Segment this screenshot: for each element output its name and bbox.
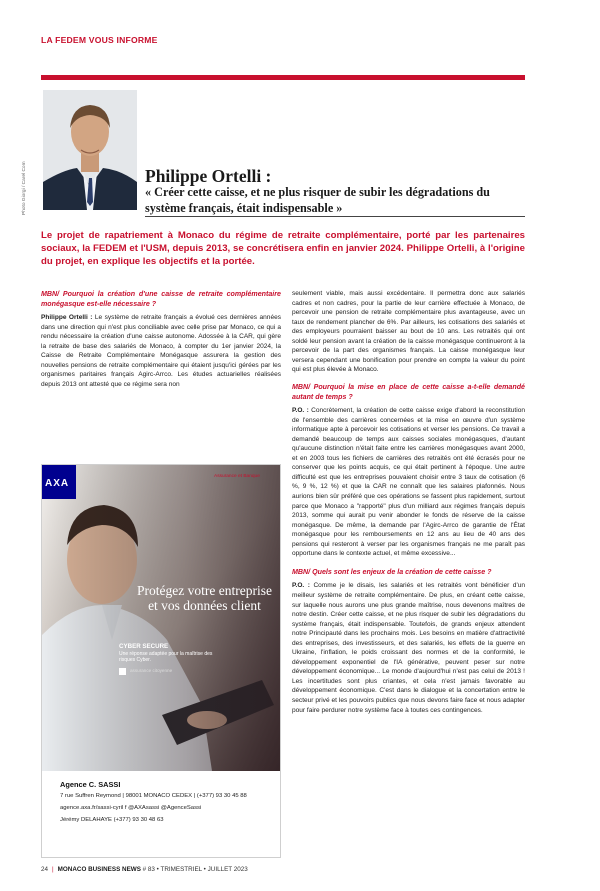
portrait-photo — [43, 90, 137, 210]
answer-1-body: Le système de retraite français a évolué ces dernières années dans une direction qui n'est plus conciliable avec celle prise par Monaco, ce qui a rendu nécessaire la création d'une caisse autonome. Adossée à la CAR, qui gère la retraite de base des salariés de Monaco, à compter du 1er janvier 2024, la Caisse de Retraite Complémentaire Monégasque assurera la gestion des nouvelles pensions de retraite complémentaire qui étaient jusqu'ici gérées par les organismes paritaires français Agirc-Arrco. Les études actuarielles réalisées depuis 2013 ont attesté que ce régime sera non — [41, 314, 281, 389]
answer-1 — [41, 313, 281, 389]
headline-quote: « Créer cette caisse, et ne plus risquer de subir les dégradations du système français, était indispensable » — [145, 185, 490, 215]
article-column-left — [41, 290, 281, 390]
answer-1-continued: seulement viable, mais aussi excédentaire. Il permettra donc aux salariés cadres et non cadres, pour la partie de leur carrière effectuée à Monaco, de percevoir une pension de retraite complémentaire plus avantageuse, avec un taux de rendement plancher de 6%. Par ailleurs, les cotisations des salariés et des employeurs pourraient baisser au bout de 10 ans. Les retraités qui ont soldé leur pension avant la création de la caisse monégasque continueront à la percevoir de la part des organismes français. La caisse monégasque leur versera cependant une bonification pour prendre en compte la valeur du point qui est plus élevée à Monaco. — [292, 290, 525, 374]
title-rule — [145, 216, 525, 217]
issue-info: # 83 • TRIMESTRIEL • JUILLET 2023 — [142, 866, 248, 873]
answer-3-speaker: P.O. : — [292, 582, 310, 590]
ad-web-social: agence.axa.fr/sassi-cyril f @AXAsassi @AgenceSassi — [60, 805, 202, 811]
interviewee-name: Philippe Ortelli : — [145, 166, 272, 186]
answer-3-body: Comme je le disais, les salariés et les retraités vont bénéficier d'un meilleur système de retraite complémentaire. De plus, en créant cette caisse, sur laquelle nous aurons une plus grande maîtrise, nous devenons maîtres de notre destin. Créer cette caisse, et ne plus risquer de subir les dégradations du système français, était indispensable. Toutefois, de grands enjeux attendent notre Principauté dans les prochains mois. Les besoins en matière d'attractivité des entreprises, des investisseurs, et des salariés, les effets de la guerre en Ukraine, l'inflation, le poids croissant des normes et de la conformité, le développement exponentiel de l'IA générative, peuvent peser sur notre développement économique... Le monde d'aujourd'hui n'est pas celui de 2013 ! Les incertitudes sont plus criantes, et cela n'est jamais favorable au développement économique. C'est dans le dialogue et la concertation entre le secteur privé et les pouvoirs publics que nous devons faire face et nous adapter pour faire perdurer notre système face à toutes ces contingences. — [292, 582, 525, 714]
ad-badge: assurance citoyenne — [130, 668, 173, 673]
publication-name: MONACO BUSINESS NEWS — [57, 866, 141, 873]
answer-2 — [292, 406, 525, 559]
ad-product-name: CYBER SECURE — [119, 643, 169, 650]
ad-agency-name: Agence C. SASSI — [60, 780, 121, 789]
answer-2-speaker: P.O. : — [292, 407, 309, 415]
ad-product-description: Une réponse adaptée pour la maîtrise des risques Cyber. — [119, 651, 213, 664]
header-divider — [41, 75, 525, 80]
ad-tagline: Assurance et Banque — [214, 474, 260, 479]
footer-separator: | — [52, 866, 54, 873]
checkbox-icon — [119, 668, 126, 675]
section-label: LA FEDEM VOUS INFORME — [41, 35, 158, 45]
answer-2-body: Concrètement, la création de cette caisse exige d'abord la reconstitution de l'ensemble des carrières concernées et la mise en œuvre d'un système informatique apte à percevoir les cotisations et verser les pensions. Ce travail a demandé beaucoup de temps aux caisses sociales monégasques, d'autant qu'aucune distinction n'était faite entre les carrières monégasques avant 2000, et en 2003 tous les fichiers de carrières des retraités ont été écrasés pour ne conserver que les points acquis, ce qui était pertinent à l'époque. Une autre difficulté est que les entreprises pouvaient choisir entre 3 taux de cotisation (6 %, 9 %, 12 %) et que la CAR ne connaît que les salaires plafonnés. Nous aurions bien sûr préféré que ces opérations se fassent plus rapidement, surtout parce que Monaco a "rapporté" plus d'un milliard aux régimes français depuis 2013, somme qui aurait pu venir abonder le fonds de réserve de la caisse monégasque. De même, la demande par l'Agirc-Arrco de garantie de l'État monégasque pour les remboursements en 12 ans au lieu de 40 ans des pensions qui resteront à verser par les organismes français ne me paraît pas opportune dans le contexte actuel, et même excessive... — [292, 407, 525, 558]
answer-3 — [292, 581, 525, 715]
axa-logo: AXA — [42, 465, 76, 499]
ad-address: 7 rue Suffren Reymond | 98001 MONACO CEDEX | (+377) 93 30 45 88 — [60, 793, 247, 799]
page-number: 24 — [41, 866, 49, 873]
photo-credit: Photo Giorgi / Carel Com — [22, 161, 27, 215]
question-3: MBN/ Quels sont les enjeux de la création de cette caisse ? — [292, 567, 492, 576]
ad-photo — [42, 465, 280, 771]
page-footer — [41, 866, 248, 873]
axa-advertisement — [41, 464, 281, 858]
question-2: MBN/ Pourquoi la mise en place de cette caisse a-t-elle demandé autant de temps ? — [292, 382, 525, 401]
ad-contact: Jérémy DELAHAYE (+377) 93 30 48 63 — [60, 817, 164, 823]
article-column-right — [292, 289, 525, 715]
ad-headline: Protégez votre entreprise et vos données client — [137, 583, 272, 613]
article-lede: Le projet de rapatriement à Monaco du régime de retraite complémentaire, porté par les partenaires sociaux, la FEDEM et l'USM, depuis 2013, se concrétisera enfin en janvier 2024. Philippe Ortelli, à l'origine du projet, en explique les objectifs et la portée. — [41, 230, 525, 267]
answer-1-speaker: Philippe Ortelli : — [41, 314, 93, 322]
question-1: MBN/ Pourquoi la création d'une caisse de retraite complémentaire monégasque est-elle nécessaire ? — [41, 290, 281, 308]
